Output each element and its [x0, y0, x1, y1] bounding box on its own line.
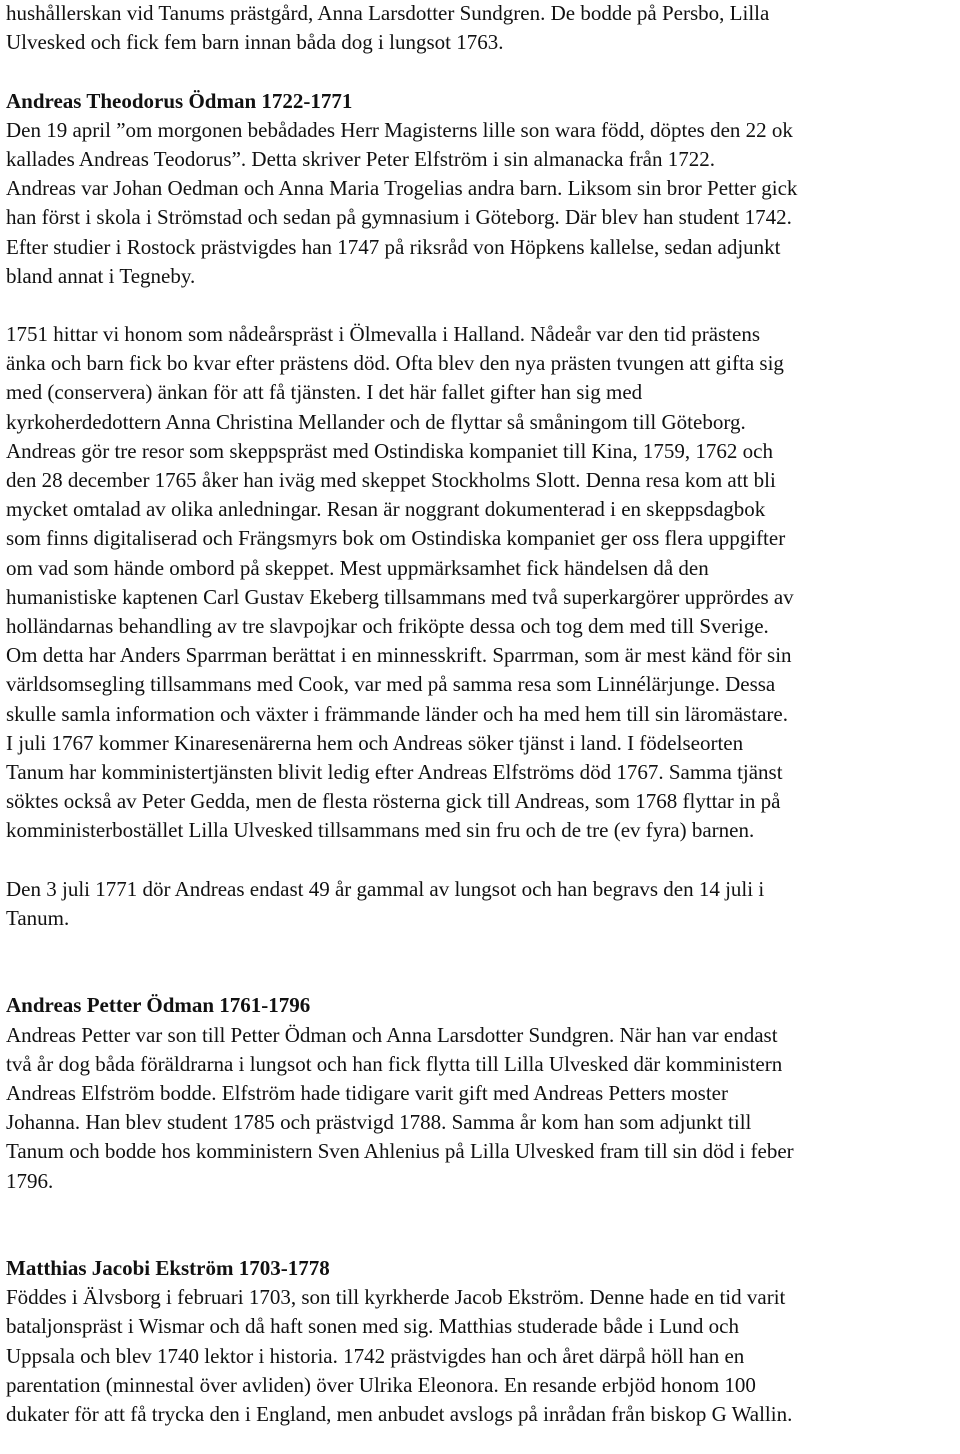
text-line: världsomsegling tillsammans med Cook, var med på samma resa som Linnélärjunge. Dessa	[6, 672, 776, 697]
section-andreas-petter	[6, 991, 956, 1195]
text-line: Efter studier i Rostock prästvigdes han 1747 på riksråd von Höpkens kallelse, sedan adjunkt	[6, 234, 781, 259]
text-line: bataljonspräst i Wismar och då haft sonen med sig. Matthias studerade både i Lund och	[6, 1314, 740, 1339]
text-line: Den 3 juli 1771 dör Andreas endast 49 år gammal av lungsot och han begravs den 14 juli i	[6, 876, 765, 901]
text-line: Andreas gör tre resor som skeppspräst med Ostindiska kompaniet till Kina, 1759, 1762 och	[6, 438, 773, 463]
text-line: mycket omtalad av olika anledningar. Resan är noggrant dokumenterad i en skeppsdagbok	[6, 497, 766, 522]
paragraph	[6, 1283, 956, 1429]
intro-paragraph	[6, 0, 956, 57]
text-line: som finns digitaliserad och Frängsmyrs bok om Ostindiska kompaniet ger oss flera uppgifter	[6, 526, 786, 551]
text-line: holländarnas behandling av tre slavpojkar och friköpte dessa och tog dem med till Sverige.	[6, 613, 769, 638]
text-line: hushållerskan vid Tanums prästgård, Anna Larsdotter Sundgren. De bodde på Persbo, Lilla	[6, 1, 770, 25]
text-line: Ulvesked och fick fem barn innan båda dog i lungsot 1763.	[6, 30, 504, 55]
paragraph	[6, 875, 956, 933]
paragraph	[6, 116, 956, 291]
text-line: Johanna. Han blev student 1785 och prästvigd 1788. Samma år kom han som adjunkt till	[6, 1110, 752, 1135]
text-line: änka och barn fick bo kvar efter prästens död. Ofta blev den nya prästen tvungen att gifta sig	[6, 351, 784, 376]
text-line: kyrkoherdedottern Anna Christina Mellander och de flyttar så småningom till Göteborg.	[6, 409, 746, 434]
text-line: Tanum har komministertjänsten blivit ledig efter Andreas Elfströms död 1767. Samma tjänst	[6, 759, 783, 784]
section-matthias	[6, 1254, 956, 1429]
section-andreas-theodorus	[6, 87, 956, 933]
text-line: Tanum och bodde hos komministern Sven Ahlenius på Lilla Ulvesked fram till sin död i feber	[6, 1139, 794, 1164]
text-line: Föddes i Älvsborg i februari 1703, son till kyrkherde Jacob Ekström. Denne hade en tid varit	[6, 1285, 786, 1310]
text-line: han först i skola i Strömstad och sedan på gymnasium i Göteborg. Där blev han student 1742.	[6, 205, 792, 230]
section-heading: Andreas Petter Ödman 1761-1796	[6, 993, 311, 1018]
text-line: Om detta har Anders Sparrman berättat i en minnesskrift. Sparrman, som är mest känd för sin	[6, 643, 792, 668]
text-line: kallades Andreas Teodorus”. Detta skriver Peter Elfström i sin almanacka från 1722.	[6, 146, 716, 171]
text-line: bland annat i Tegneby.	[6, 263, 196, 288]
paragraph	[6, 320, 956, 845]
text-line: den 28 december 1765 åker han iväg med skeppet Stockholms Slott. Denna resa kom att bli	[6, 468, 776, 492]
text-line: parentation (minnestal över avliden) över Ulrika Eleonora. En resande erbjöd honom 100	[6, 1372, 756, 1397]
text-line: om vad som hände ombord på skeppet. Mest uppmärksamhet fick händelsen då den	[6, 555, 709, 580]
paragraph	[6, 1021, 956, 1196]
text-line: 1796.	[6, 1168, 54, 1193]
text-line: Andreas var Johan Oedman och Anna Maria Trogelias andra barn. Liksom sin bror Petter gick	[6, 176, 798, 201]
text-line: humanistiske kaptenen Carl Gustav Ekeberg tillsammans med två superkargörer upprördes av	[6, 584, 794, 609]
section-heading: Andreas Theodorus Ödman 1722-1771	[6, 88, 353, 113]
text-line: I juli 1767 kommer Kinaresenärerna hem och Andreas söker tjänst i land. I födelseorten	[6, 730, 744, 755]
text-line: komministerbostället Lilla Ulvesked tillsammans med sin fru och de tre (ev fyra) barnen.	[6, 818, 755, 843]
text-line: skulle samla information och växter i främmande länder och ha med hem till sin läromästare.	[6, 701, 788, 726]
section-heading: Matthias Jacobi Ekström 1703-1778	[6, 1256, 330, 1281]
text-line: med (conservera) änkan för att få tjänsten. I det här fallet gifter han sig med	[6, 380, 643, 405]
text-line: Uppsala och blev 1740 lektor i historia. 1742 prästvigdes han och året därpå höll han en	[6, 1343, 745, 1368]
text-line: två år dog båda föräldrarna i lungsot och han fick flytta till Lilla Ulvesked där komministern	[6, 1051, 783, 1076]
text-line: dukater för att få trycka den i England, men anbudet avslogs på inrådan från biskop G Wallin.	[6, 1402, 793, 1427]
text-line: Tanum.	[6, 905, 70, 930]
text-line: Andreas Petter var son till Petter Ödman och Anna Larsdotter Sundgren. När han var endast	[6, 1022, 778, 1047]
text-line: söktes också av Peter Gedda, men de flesta rösterna gick till Andreas, som 1768 flyttar in på	[6, 789, 781, 814]
text-line: Andreas Elfström bodde. Elfström hade tidigare varit gift med Andreas Petters moster	[6, 1080, 728, 1105]
document-page	[6, 0, 956, 1429]
text-line: 1751 hittar vi honom som nådeårspräst i Ölmevalla i Halland. Nådeår var den tid prästens	[6, 322, 761, 347]
text-line: Den 19 april ”om morgonen bebådades Herr Magisterns lille son wara född, döptes den 22 ok	[6, 117, 793, 142]
